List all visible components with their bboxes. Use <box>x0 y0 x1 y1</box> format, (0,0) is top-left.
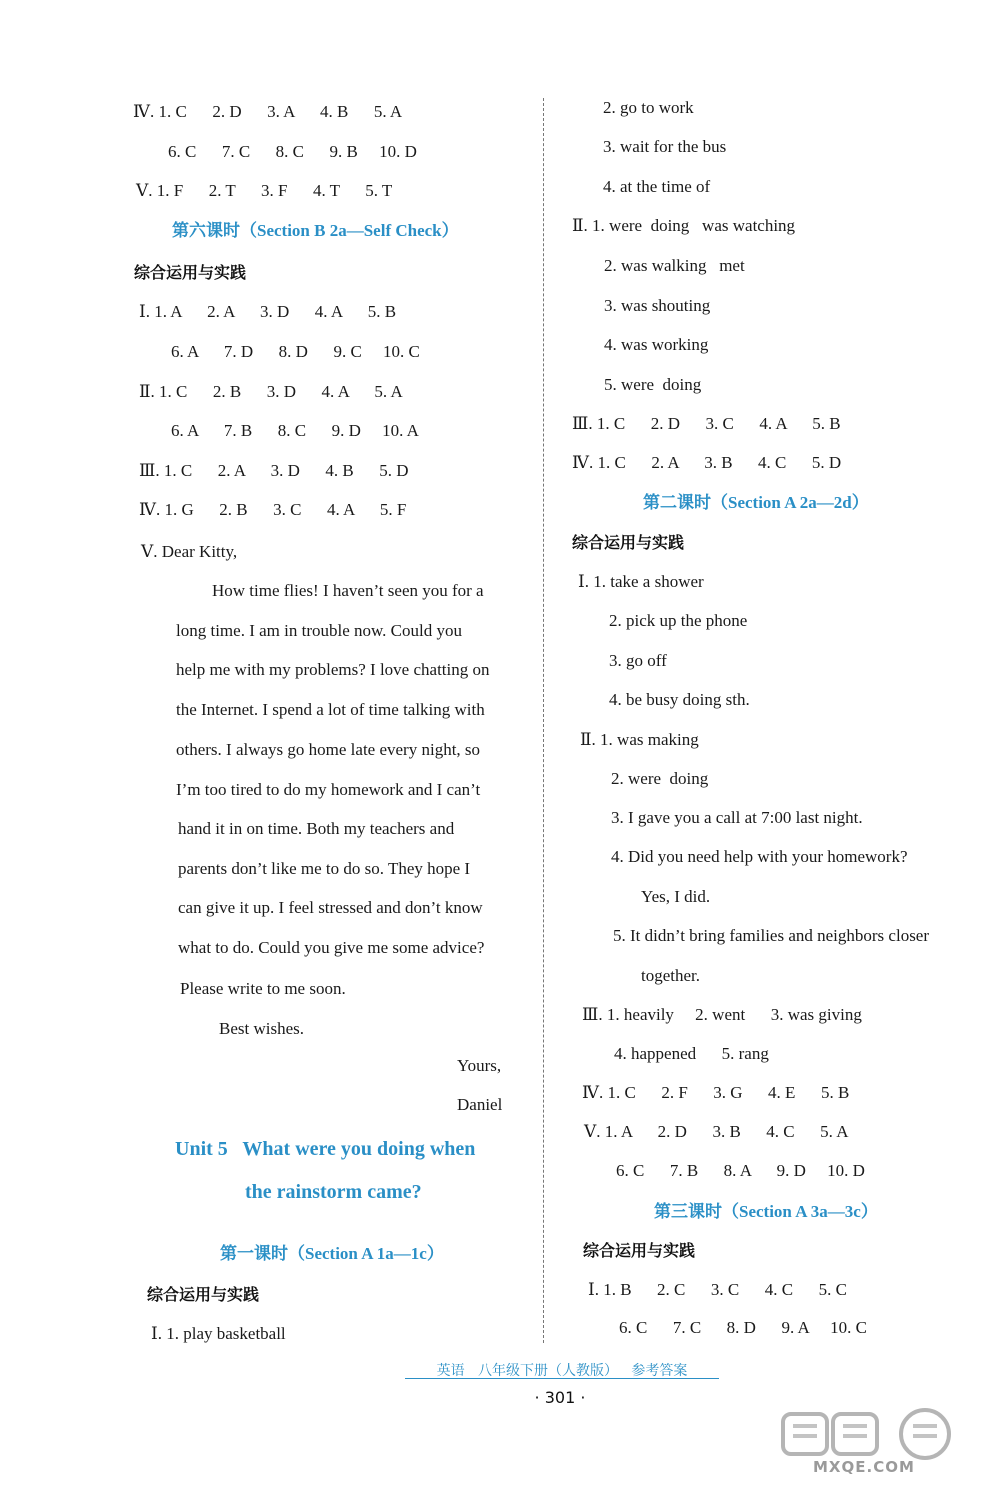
letter-closing: Best wishes. <box>219 1019 304 1038</box>
answer-line: 3. I gave you a call at 7:00 last night. <box>611 808 863 827</box>
letter-line: parents don’t like me to do so. They hope I <box>178 859 471 878</box>
letter-line: I’m too tired to do my homework and I can’t <box>176 780 481 799</box>
answer-line: Ⅳ. 1. C 2. A 3. B 4. C 5. D <box>572 453 842 472</box>
footer-underline <box>405 1378 719 1379</box>
letter-line: Please write to me soon. <box>180 979 346 998</box>
letter-signature: Daniel <box>457 1095 503 1114</box>
letter-salutation: Ⅴ. Dear Kitty, <box>141 542 238 561</box>
letter-line: How time flies! I haven’t seen you for a <box>212 581 484 600</box>
watermark-text: MXQE.COM <box>813 1458 915 1476</box>
letter-line: long time. I am in trouble now. Could you <box>176 621 462 640</box>
letter-line: what to do. Could you give me some advice? <box>178 938 485 957</box>
page-number: · 301 · <box>534 1388 586 1407</box>
answer-line: Ⅲ. 1. C 2. D 3. C 4. A 5. B <box>572 414 841 433</box>
answer-line: 4. Did you need help with your homework? <box>611 847 908 866</box>
answer-line: Ⅰ. 1. take a shower <box>578 572 704 591</box>
answer-line: 6. C 7. C 8. C 9. B 10. D <box>168 142 417 161</box>
answer-line: Ⅰ. 1. B 2. C 3. C 4. C 5. C <box>588 1280 847 1299</box>
answer-line: Ⅳ. 1. C 2. D 3. A 4. B 5. A <box>133 102 403 121</box>
unit-title-line2: the rainstorm came? <box>245 1181 422 1203</box>
answer-line: 2. was walking met <box>604 256 745 275</box>
answer-line: 6. C 7. B 8. A 9. D 10. D <box>616 1161 865 1180</box>
answer-line: Ⅲ. 1. C 2. A 3. D 4. B 5. D <box>139 461 409 480</box>
section-heading: 第六课时（Section B 2a—Self Check） <box>172 221 459 240</box>
letter-line: hand it in on time. Both my teachers and <box>178 819 455 838</box>
section-heading: 第一课时（Section A 1a—1c） <box>220 1244 444 1263</box>
answer-line: 5. were doing <box>604 375 702 394</box>
answer-line: Ⅱ. 1. was making <box>580 730 699 749</box>
letter-line: the Internet. I spend a lot of time talking with <box>176 700 485 719</box>
answer-line: Ⅰ. 1. A 2. A 3. D 4. A 5. B <box>139 302 397 321</box>
answer-line: 3. was shouting <box>604 296 711 315</box>
subsection-heading: 综合运用与实践 <box>572 533 685 552</box>
letter-signoff: Yours, <box>457 1056 502 1075</box>
book-footer: 英语 八年级下册（人教版） 参考答案 <box>436 1363 688 1379</box>
answer-line: 4. at the time of <box>603 177 711 196</box>
subsection-heading: 综合运用与实践 <box>147 1285 260 1304</box>
answer-line: together. <box>641 966 701 985</box>
answer-line: 3. wait for the bus <box>603 137 727 156</box>
answer-line: 3. go off <box>609 651 667 670</box>
answer-line: Ⅳ. 1. C 2. F 3. G 4. E 5. B <box>582 1083 850 1102</box>
letter-line: can give it up. I feel stressed and don’t know <box>178 898 483 917</box>
section-heading: 第二课时（Section A 2a—2d） <box>643 493 869 512</box>
answer-line: 4. be busy doing sth. <box>609 690 750 709</box>
answer-line: 5. It didn’t bring families and neighbors closer <box>613 926 930 945</box>
subsection-heading: 综合运用与实践 <box>134 263 247 282</box>
answer-line: Ⅱ. 1. were doing was watching <box>572 216 796 235</box>
subsection-heading: 综合运用与实践 <box>583 1241 696 1260</box>
answer-line: 6. A 7. B 8. C 9. D 10. A <box>171 421 419 440</box>
answer-line: Ⅴ. 1. A 2. D 3. B 4. C 5. A <box>584 1122 849 1141</box>
column-divider <box>543 98 544 1343</box>
answer-line: Ⅳ. 1. G 2. B 3. C 4. A 5. F <box>139 500 407 519</box>
section-heading: 第三课时（Section A 3a—3c） <box>654 1202 878 1221</box>
answer-line: 2. go to work <box>603 98 694 117</box>
answer-line: 4. was working <box>604 335 709 354</box>
answer-line: Ⅱ. 1. C 2. B 3. D 4. A 5. A <box>139 382 403 401</box>
letter-line: help me with my problems? I love chatting on <box>176 660 490 679</box>
letter-line: others. I always go home late every night, so <box>176 740 481 759</box>
answer-line: Ⅴ. 1. F 2. T 3. F 4. T 5. T <box>136 181 393 200</box>
answer-line: 6. A 7. D 8. D 9. C 10. C <box>171 342 420 361</box>
answer-line: Yes, I did. <box>641 887 711 906</box>
answer-line: 4. happened 5. rang <box>614 1044 769 1063</box>
answer-line: 6. C 7. C 8. D 9. A 10. C <box>619 1318 867 1337</box>
answer-line: 2. were doing <box>611 769 709 788</box>
answer-line: 2. pick up the phone <box>609 611 748 630</box>
answer-line: Ⅰ. 1. play basketball <box>151 1324 286 1343</box>
answer-line: Ⅲ. 1. heavily 2. went 3. was giving <box>582 1005 862 1024</box>
unit-title: Unit 5 What were you doing when <box>175 1138 476 1160</box>
